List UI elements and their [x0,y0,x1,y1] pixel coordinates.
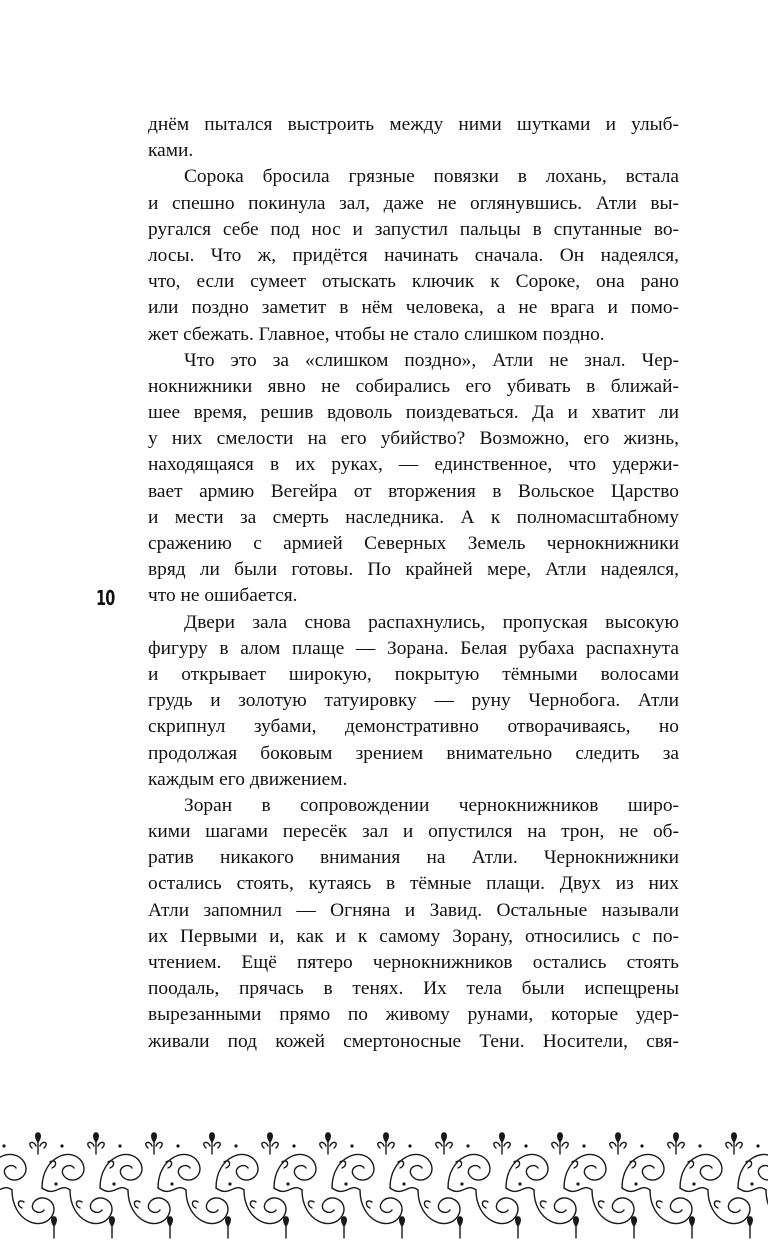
text-line: что не ошибается. [148,585,298,607]
text-line: лосы. Что ж, придётся начинать сначала. Он надеялся, [148,244,679,266]
text-line: ратив никакого внимания на Атли. Чернокнижники [148,847,679,869]
text-line: что, если сумеет отыскать ключик к Сороке, она рано [148,271,679,293]
text-line: вряд ли были готовы. По крайней мере, Атли надеялся, [148,559,679,581]
page-number: 10 [96,586,115,610]
text-line: вает армию Вегейра от вторжения в Вольское Царство [148,480,679,502]
text-line: находящаяся в их руках, — единственное, что удержи- [148,454,679,476]
text-line: остались стоять, кутаясь в тёмные плащи. Двух из них [148,873,679,895]
text-line: скрипнул зубами, демонстративно отворачиваясь, но [148,716,679,738]
text-line: Атли запомнил — Огняна и Завид. Остальные называли [148,899,679,921]
text-line: Сорока бросила грязные повязки в лохань, встала [184,166,679,188]
text-line: кими шагами пересёк зал и опустился на трон, не об- [148,821,679,843]
text-line: и мести за смерть наследника. А к полномасштабному [148,506,679,528]
text-line: каждым его движением. [148,768,348,790]
text-line: у них смелости на его убийство? Возможно, его жизнь, [148,428,679,450]
text-line: грудь и золотую татуировку — руну Чернобога. Атли [148,690,679,712]
text-line: продолжая боковым зрением внимательно следить за [148,742,679,764]
floral-border-ornament-icon [0,1128,768,1240]
text-line: нокнижники явно не собирались его убивать в ближай- [148,375,679,397]
text-line: ками. [148,140,194,162]
text-line: шее время, решив вдоволь поиздеваться. Да и хватит ли [148,402,679,424]
text-line: сражению с армией Северных Земель чернокнижники [148,533,679,554]
text-line: живали под кожей смертоносные Тени. Носители, свя- [148,1030,679,1052]
text-line: и спешно покинула зал, даже не оглянувшись. Атли вы- [148,192,679,214]
text-line: Двери зала снова распахнулись, пропуская высокую [184,611,679,633]
text-line: и открывает широкую, покрытую тёмными волосами [148,663,679,685]
page-body-text [148,112,679,1055]
text-line: чтением. Ещё пятеро чернокнижников остались стоять [148,952,679,973]
text-line: жет сбежать. Главное, чтобы не стало слишком поздно. [148,323,605,345]
text-line: фигуру в алом плаще — Зорана. Белая рубаха распахнута [148,637,679,659]
text-line: вырезанными прямо по живому рунами, которые удер- [148,1004,679,1026]
text-line: поодаль, прячась в тенях. Их тела были испещрены [148,978,679,1000]
text-line: Зоран в сопровождении чернокнижников широ- [184,794,679,816]
text-line: Что это за «слишком поздно», Атли не знал. Чер- [184,349,679,371]
text-line: их Первыми и, как и к самому Зорану, относились с по- [148,925,679,947]
text-line: днём пытался выстроить между ними шутками и улыб- [148,114,679,135]
text-line: или поздно заметит в нём человека, а не врага и помо- [148,297,679,319]
text-line: ругался себе под нос и запустил пальцы в спутанные во- [148,218,679,240]
